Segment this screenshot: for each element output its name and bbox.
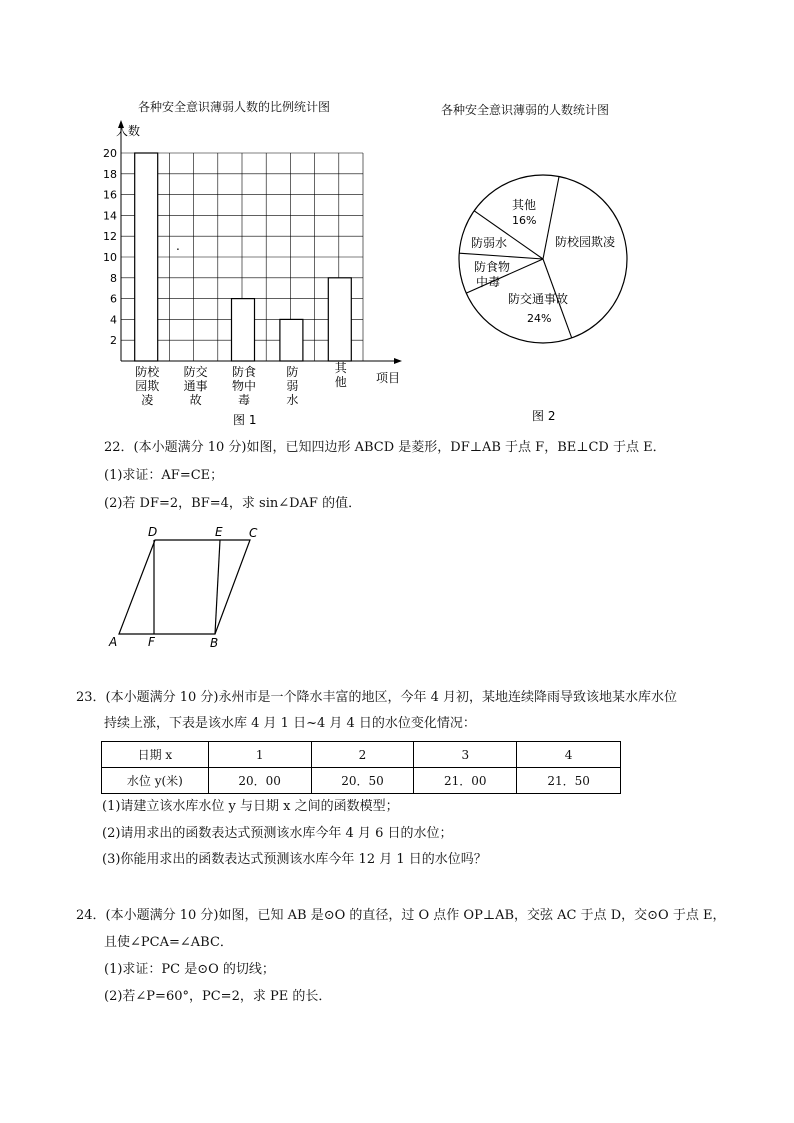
q22-line1: 22．(本小题满分 10 分)如图，已知四边形 ABCD 是菱形，DF⊥AB 于点 F，BE⊥CD 于点 E． bbox=[104, 440, 666, 455]
table-cell: 21．00 bbox=[414, 768, 517, 794]
y-tick-label: 16 bbox=[103, 188, 117, 202]
pie-chart bbox=[440, 160, 640, 430]
category-label: 园欺 bbox=[135, 379, 160, 393]
category-label: 通事 bbox=[183, 379, 208, 393]
pie-label-bullying: 防校园欺凌 bbox=[555, 235, 616, 249]
pie-label-traffic-pct: 24% bbox=[527, 312, 552, 325]
bar-chart-axes bbox=[118, 120, 402, 364]
category-label: 弱 bbox=[286, 379, 299, 393]
y-tick-label: 10 bbox=[103, 251, 117, 264]
y-tick-label: 8 bbox=[110, 271, 117, 285]
category-label: 故 bbox=[189, 393, 202, 407]
segment-be bbox=[215, 540, 220, 634]
category-label: 防交 bbox=[183, 365, 208, 379]
category-label: 水 bbox=[286, 393, 299, 407]
q24-line1: 24．(本小题满分 10 分)如图，已知 AB 是⊙O 的直径，过 O 点作 OP⊥AB，交弦 AC 于点 D，交⊙O 于点 E， bbox=[76, 908, 726, 923]
bar-chart-ticks bbox=[103, 147, 117, 347]
y-tick-label: 14 bbox=[103, 209, 117, 223]
point-b-label: B bbox=[210, 636, 219, 650]
pie-chart-title: 各种安全意识薄弱的人数统计图 bbox=[441, 103, 610, 117]
bar bbox=[280, 319, 303, 361]
category-label: 毒 bbox=[237, 393, 251, 407]
point-f-label: F bbox=[148, 635, 155, 649]
rhombus-abcd bbox=[119, 540, 250, 634]
bar bbox=[328, 278, 351, 361]
bar-chart-dot: . bbox=[176, 239, 180, 253]
category-label: 防校 bbox=[135, 365, 160, 379]
point-c-label: C bbox=[249, 526, 258, 540]
table-cell: 20．50 bbox=[311, 768, 414, 794]
table-cell: 20．00 bbox=[208, 768, 311, 794]
q23-line2: 持续上涨，下表是该水库 4 月 1 日~4 月 4 日的水位变化情况： bbox=[104, 716, 476, 731]
y-tick-label: 18 bbox=[103, 167, 117, 181]
pie-label-other: 其他 bbox=[512, 198, 537, 212]
category-label: 物中 bbox=[231, 379, 257, 393]
q23-sub3: (3)你能用求出的函数表达式预测该水库今年 12 月 1 日的水位吗？ bbox=[102, 852, 487, 867]
bar-chart-title: 各种安全意识薄弱人数的比例统计图 bbox=[138, 100, 331, 114]
pie-label-drowning: 防弱水 bbox=[471, 236, 508, 250]
pie-label-food-2: 中毒 bbox=[476, 275, 501, 289]
category-label: 凌 bbox=[141, 393, 154, 407]
category-label: 防 bbox=[286, 365, 299, 379]
point-e-label: E bbox=[215, 525, 223, 539]
point-a-label: A bbox=[109, 635, 118, 649]
bar-chart-category-labels bbox=[135, 360, 348, 407]
table-row-dates bbox=[102, 742, 621, 768]
q22-sub2: (2)若 DF=2，BF=4，求 sin∠DAF 的值． bbox=[104, 496, 362, 511]
q23-sub2: (2)请用求出的函数表达式预测该水库今年 4 月 6 日的水位； bbox=[102, 826, 453, 841]
category-label: 他 bbox=[334, 375, 347, 389]
table-header-date: 日期 x bbox=[102, 742, 209, 768]
category-label: 其 bbox=[334, 361, 347, 375]
q22-sub1: (1)求证：AF=CE； bbox=[104, 468, 224, 483]
table-cell: 1 bbox=[208, 742, 311, 768]
table-cell: 4 bbox=[517, 742, 621, 768]
bar-chart-xlabel: 项目 bbox=[376, 371, 401, 385]
q24-sub2: (2)若∠P=60°，PC=2，求 PE 的长． bbox=[104, 989, 332, 1004]
bar-chart bbox=[0, 0, 794, 440]
bar-chart-caption: 图 1 bbox=[233, 413, 257, 427]
y-tick-label: 6 bbox=[110, 292, 117, 306]
y-tick-label: 4 bbox=[110, 313, 117, 327]
point-d-label: D bbox=[148, 525, 158, 539]
pie-label-other-pct: 16% bbox=[512, 214, 537, 227]
pie-chart-caption: 图 2 bbox=[532, 409, 556, 423]
x-axis-arrow bbox=[394, 358, 402, 364]
rhombus-figure bbox=[100, 520, 270, 655]
y-tick-label: 20 bbox=[103, 147, 117, 160]
bar bbox=[135, 153, 158, 361]
pie-label-food-1: 防食物 bbox=[474, 260, 511, 274]
y-tick-label: 2 bbox=[110, 334, 117, 348]
table-cell: 2 bbox=[311, 742, 414, 768]
q23-sub1: (1)请建立该水库水位 y 与日期 x 之间的函数模型； bbox=[102, 799, 399, 814]
pie-label-traffic: 防交通事故 bbox=[508, 292, 569, 306]
bar-chart-ylabel: 人数 bbox=[116, 124, 141, 138]
q24-line2: 且使∠PCA=∠ABC． bbox=[104, 935, 233, 950]
q24-sub1: (1)求证：PC 是⊙O 的切线； bbox=[104, 962, 275, 977]
bar bbox=[232, 299, 255, 361]
table-cell: 3 bbox=[414, 742, 517, 768]
y-tick-label: 12 bbox=[103, 230, 117, 244]
table-header-level: 水位 y(米) bbox=[102, 768, 209, 794]
category-label: 防食 bbox=[231, 365, 257, 379]
table-cell: 21．50 bbox=[517, 768, 621, 794]
q23-line1: 23．(本小题满分 10 分)永州市是一个降水丰富的地区，今年 4 月初，某地连续降雨导致该地某水库水位 bbox=[76, 690, 678, 705]
table-row-levels bbox=[102, 768, 621, 794]
water-level-table bbox=[101, 741, 621, 794]
